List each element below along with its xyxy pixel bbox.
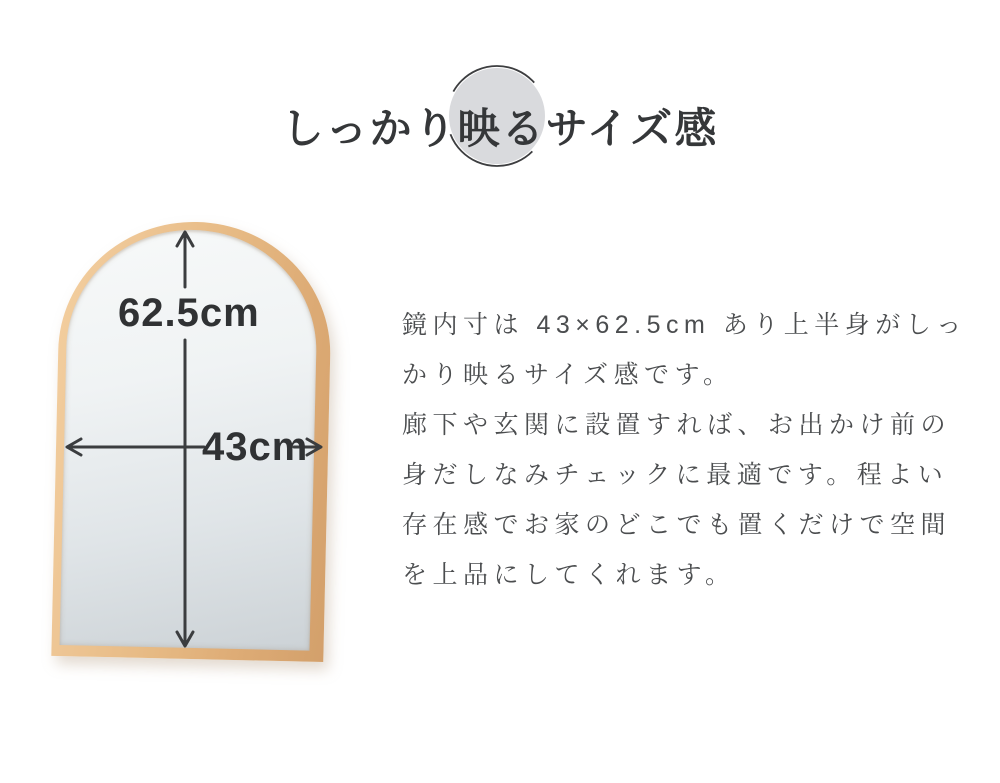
description-line: かり映るサイズ感です。 bbox=[402, 361, 734, 389]
page-title: しっかり映るサイズ感 bbox=[281, 105, 719, 152]
description-line: を上品にしてくれます。 bbox=[402, 561, 736, 589]
title-section bbox=[0, 0, 1000, 190]
description-line: 存在感でお家のどこでも置くだけで空間 bbox=[402, 511, 952, 539]
description-line: 廊下や玄関に設置すれば、お出かけ前の bbox=[402, 411, 952, 439]
description-line: 鏡内寸は 43×62.5cm あり上半身がしっ bbox=[402, 311, 967, 339]
description-line: 身だしなみチェックに最適です。程よい bbox=[402, 461, 949, 489]
mirror-height-label: 62.5cm bbox=[118, 291, 260, 335]
mirror-width-label: 43cm bbox=[202, 425, 309, 469]
product-description bbox=[402, 300, 987, 600]
